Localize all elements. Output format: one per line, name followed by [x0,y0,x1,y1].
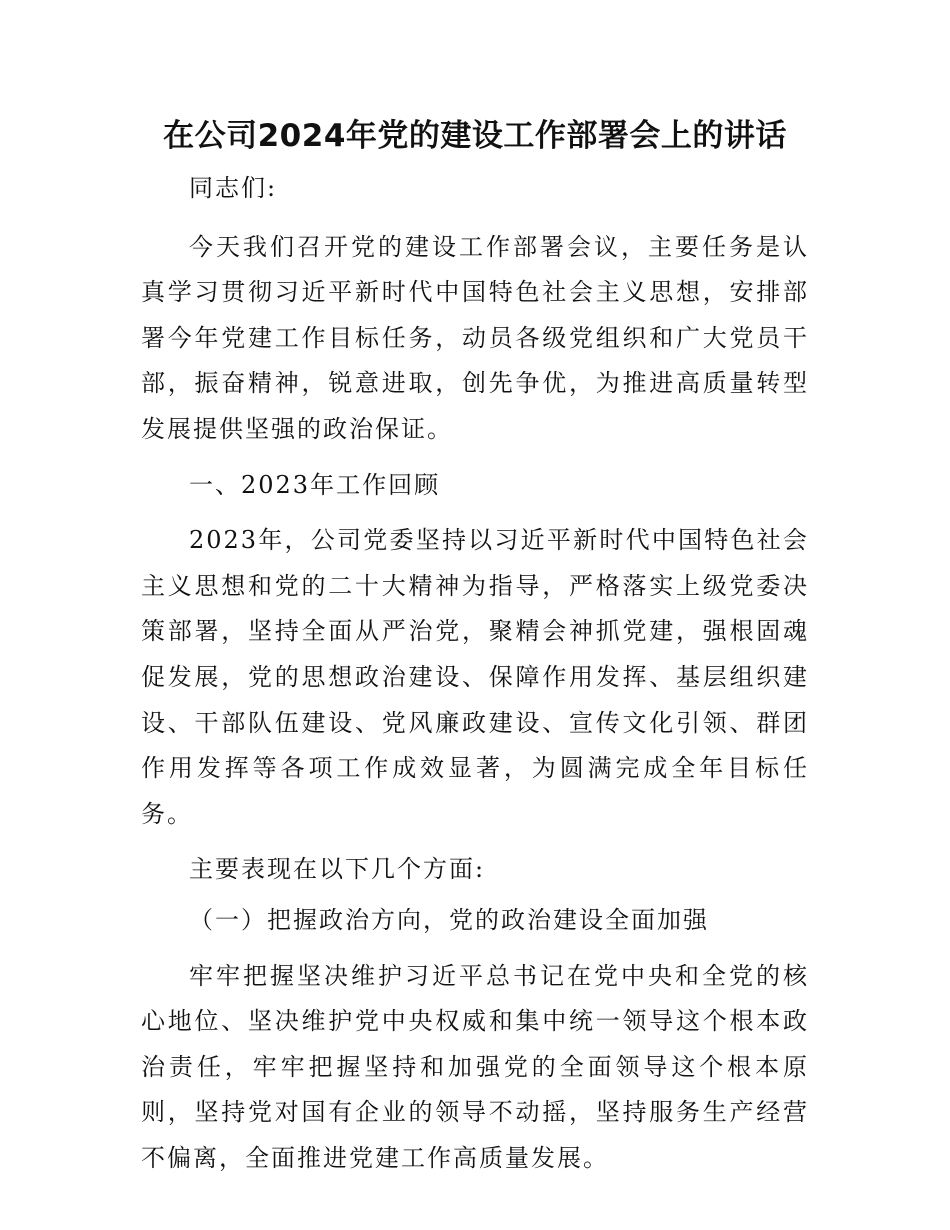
review-paragraph: 2023年，公司党委坚持以习近平新时代中国特色社会主义思想和党的二十大精神为指导，严格落实上级党委决策部署，坚持全面从严治党，聚精会神抓党建，强根固魂促发展，党的思想政治建设、保障作用发挥、基层组织建设、干部队伍建设、党风廉政建设、宣传文化引领、群团作用发挥等各项工作成效显著，为圆满完成全年目标任务。 [141,526,809,828]
document-page [141,112,809,1181]
document-title: 在公司2024年党的建设工作部署会上的讲话 [163,118,787,154]
political-paragraph: 牢牢把握坚决维护习近平总书记在党中央和全党的核心地位、坚决维护党中央权威和集中统一领导这个根本政治责任，牢牢把握坚持和加强党的全面领导这个根本原则，坚持党对国有企业的领导不动摇，坚持服务生产经营不偏离，全面推进党建工作高质量发展。 [141,961,809,1172]
aspects-intro: 主要表现在以下几个方面: [189,855,486,884]
salutation: 同志们: [189,174,278,202]
subsection-heading-political: （一）把握政治方向，党的政治建设全面加强 [189,905,709,934]
section-heading-review: 一、2023年工作回顾 [189,470,441,499]
intro-paragraph: 今天我们召开党的建设工作部署会议，主要任务是认真学习贯彻习近平新时代中国特色社会主义思想，安排部署今年党建工作目标任务，动员各级党组织和广大党员干部，振奋精神，锐意进取，创先争优，为推进高质量转型发展提供坚强的政治保证。 [141,232,809,443]
